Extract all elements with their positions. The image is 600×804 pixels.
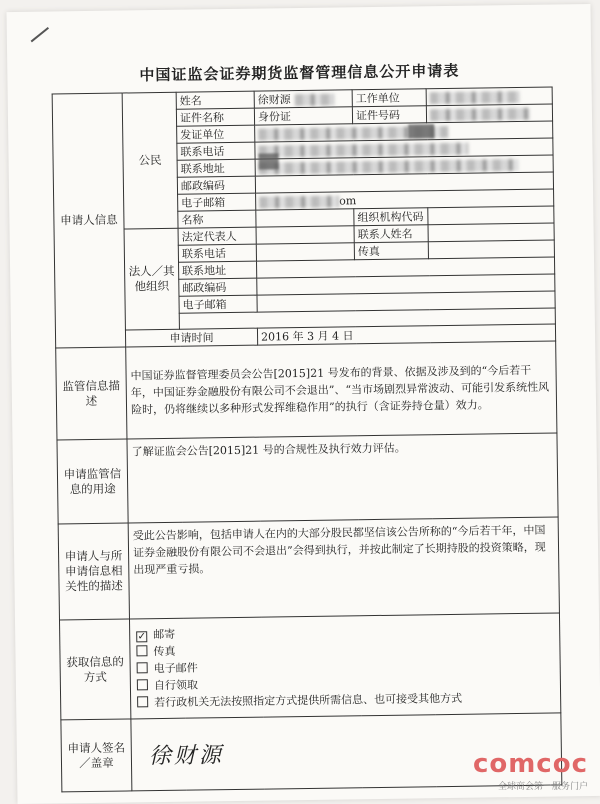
org-name-label: 名称 bbox=[178, 210, 256, 228]
address-label: 联系地址 bbox=[177, 159, 255, 177]
redacted-phone bbox=[258, 142, 468, 157]
name-label: 姓名 bbox=[176, 91, 254, 109]
usage-label: 申请监管信息的用途 bbox=[57, 439, 128, 524]
checkbox-other[interactable] bbox=[137, 696, 148, 707]
redaction-block bbox=[258, 153, 278, 169]
signature-label: 申请人签名／盖章 bbox=[61, 719, 132, 792]
redacted-address bbox=[259, 158, 519, 174]
application-form-table bbox=[52, 86, 563, 792]
watermark bbox=[473, 749, 588, 792]
info-desc-text[interactable]: 中国证券监督管理委员会公告[2015]21 号发布的背景、依据及涉及到的“今后若干年，中国证券金融股份有限公司不会退出”、“当市场剧烈异常波动、可能引发系统性风险时，仍将继续以多种形式发挥维稳作用”的执行（含证券持仓量）效力。 bbox=[126, 341, 557, 439]
work-unit-label: 工作单位 bbox=[352, 89, 426, 107]
org-address-label: 联系地址 bbox=[179, 261, 257, 279]
applicant-info-label: 申请人信息 bbox=[52, 93, 126, 348]
postcode-label: 邮政编码 bbox=[177, 176, 255, 194]
method-options bbox=[129, 613, 560, 719]
org-phone-field[interactable] bbox=[256, 243, 354, 261]
watermark-subtitle: 全球商会第一服务门户 bbox=[497, 782, 588, 792]
id-type-value: 身份证 bbox=[257, 110, 292, 124]
email-label: 电子邮箱 bbox=[178, 193, 256, 211]
method-label: 获取信息的方式 bbox=[59, 619, 130, 720]
name-value: 徐财源 bbox=[257, 93, 291, 107]
usage-text[interactable]: 了解证监会公告[2015]21 号的合规性及执行效力评估。 bbox=[127, 433, 558, 523]
checkbox-pickup[interactable] bbox=[137, 679, 148, 690]
legal-rep-field[interactable] bbox=[256, 226, 354, 244]
checkbox-email[interactable] bbox=[137, 662, 148, 673]
pen-mark bbox=[31, 27, 49, 42]
id-number-label: 证件号码 bbox=[352, 106, 426, 124]
org-code-field[interactable] bbox=[428, 206, 554, 225]
info-desc-label: 监管信息描述 bbox=[56, 347, 127, 440]
signature-value: 徐财源 bbox=[148, 743, 225, 770]
org-phone-label: 联系电话 bbox=[178, 244, 256, 262]
contact-name-field[interactable] bbox=[428, 223, 554, 242]
option-pickup[interactable]: 自行领取 bbox=[137, 672, 554, 695]
checkbox-mail[interactable]: ✓ bbox=[137, 631, 146, 643]
org-label: 法人／其他组织 bbox=[124, 228, 179, 330]
phone-label: 联系电话 bbox=[177, 142, 255, 160]
redacted-work-unit bbox=[430, 90, 520, 103]
contact-name-label: 联系人姓名 bbox=[354, 225, 428, 243]
name-field[interactable] bbox=[254, 90, 352, 108]
redacted-id-number bbox=[430, 107, 530, 120]
citizen-label: 公民 bbox=[122, 92, 178, 229]
org-email-label: 电子邮箱 bbox=[179, 295, 257, 313]
relevance-label: 申请人与所申请信息相关性的描述 bbox=[58, 523, 129, 620]
watermark-logo: comcoc bbox=[472, 749, 588, 779]
id-type-field[interactable] bbox=[254, 107, 352, 125]
id-number-field[interactable] bbox=[426, 104, 552, 123]
option-other[interactable]: 若行政机关无法按照指定方式提供所需信息、也可接受其他方式 bbox=[137, 689, 554, 712]
fax-field[interactable] bbox=[428, 240, 554, 259]
org-postcode-label: 邮政编码 bbox=[179, 278, 257, 296]
org-code-label: 组织机构代码 bbox=[354, 208, 428, 226]
legal-rep-label: 法定代表人 bbox=[178, 227, 256, 245]
apply-time-value[interactable]: 2016 年 3 月 4 日 bbox=[257, 324, 555, 345]
apply-time-label: 申请时间 bbox=[125, 328, 257, 347]
option-email[interactable]: 电子邮件 bbox=[137, 655, 554, 678]
option-mail[interactable]: ✓ 邮寄 bbox=[137, 627, 176, 643]
document-page bbox=[6, 4, 600, 804]
org-name-field[interactable] bbox=[256, 209, 354, 227]
form-title: 中国证监会证券期货监督管理信息公开申请表 bbox=[139, 61, 460, 85]
redacted-name bbox=[294, 94, 334, 107]
email-value: om bbox=[339, 193, 357, 207]
work-unit-field[interactable] bbox=[426, 87, 552, 106]
fax-label: 传真 bbox=[354, 242, 428, 260]
redaction-block bbox=[408, 124, 434, 138]
id-type-label: 证件名称 bbox=[176, 108, 254, 126]
redacted-email bbox=[259, 195, 339, 208]
issuer-label: 发证单位 bbox=[177, 125, 255, 143]
checkbox-fax[interactable] bbox=[136, 645, 147, 656]
relevance-text[interactable]: 受此公告影响，包括申请人在内的大部分股民都坚信该公告所称的“今后若干年，中国证券金融股份有限公司不会退出”会得到执行，并按此制定了长期持股的投资策略，现出现严重亏损。 bbox=[128, 517, 559, 619]
option-fax[interactable]: 传真 bbox=[136, 638, 553, 661]
